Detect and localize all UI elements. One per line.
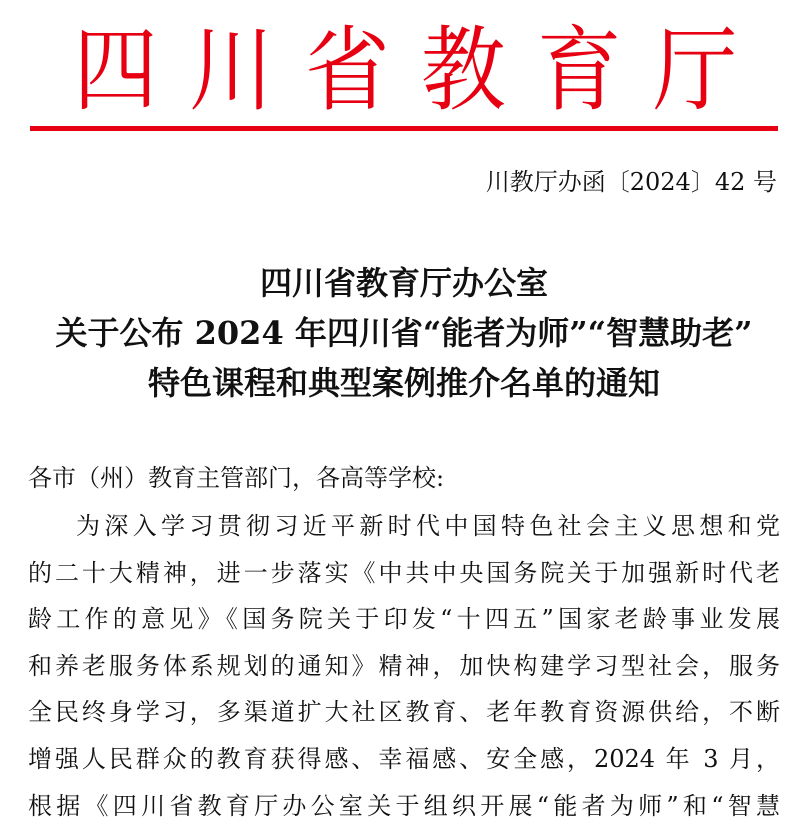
masthead-title: 四川省教育厅 [73, 17, 769, 124]
document-title [0, 258, 808, 408]
document-number: 川教厅办函〔2024〕42 号 [485, 168, 777, 196]
body-line: 龄工作的意见》《国务院关于印发“十四五”国家老龄事业发展 [28, 605, 780, 634]
body-line: 全民终身学习，多渠道扩大社区教育、老年教育资源供给，不断 [28, 698, 780, 727]
salutation: 各市（州）教育主管部门，各高等学校: [28, 464, 445, 492]
title-line: 特色课程和典型案例推介名单的通知 [147, 364, 660, 402]
title-line: 四川省教育厅办公室 [259, 264, 548, 302]
title-line: 关于公布 2024 年四川省“能者为师”“智慧助老” [55, 314, 753, 352]
body-text [28, 503, 780, 829]
body-line: 和养老服务体系规划的通知》精神，加快构建学习型社会，服务 [28, 651, 780, 680]
body-line: 的二十大精神，进一步落实《中共中央国务院关于加强新时代老 [28, 558, 780, 587]
body-line: 为深入学习贯彻习近平新时代中国特色社会主义思想和党 [76, 512, 780, 540]
body-line: 增强人民群众的教育获得感、幸福感、安全感，2024 年 3 月， [28, 744, 780, 773]
body-line: 根据《四川省教育厅办公室关于组织开展“能者为师”和“智慧 [28, 791, 780, 820]
masthead [0, 8, 808, 124]
red-divider-line [30, 126, 778, 131]
